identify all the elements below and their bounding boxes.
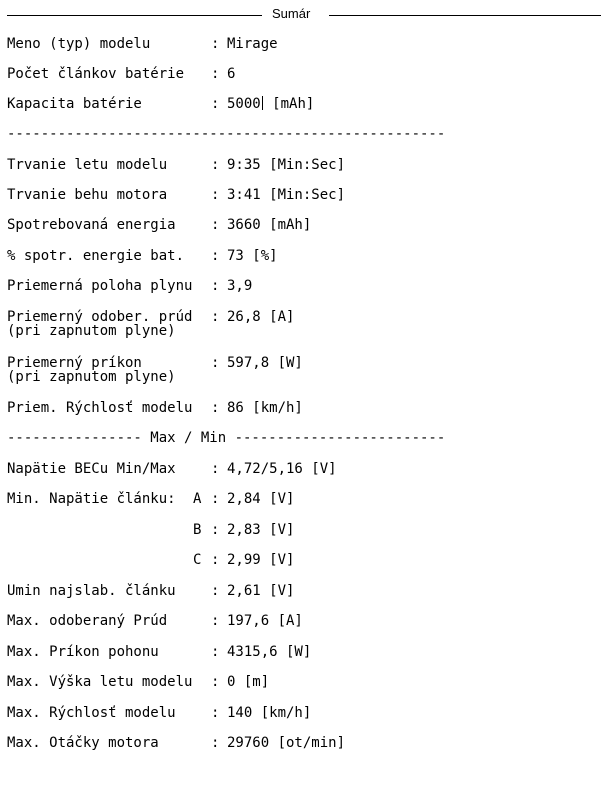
- row-cell-count: [7, 65, 236, 83]
- value-motor-time: 3:41 [Min:Sec]: [227, 187, 346, 203]
- label-max-rpm: Max. Otáčky motora: [7, 735, 159, 751]
- max-min-separator: ---------------- Max / Min -------------------------: [7, 430, 446, 446]
- value-throttle: 3,9: [227, 278, 253, 294]
- colon: :: [211, 705, 220, 721]
- label-capacity: Kapacita batérie: [7, 96, 142, 112]
- label-model-name: Meno (typ) modelu: [7, 36, 151, 52]
- value-energy-percent: 73 [%]: [227, 248, 278, 264]
- colon: :: [211, 187, 220, 203]
- colon: :: [211, 613, 220, 629]
- row-flight-time: [7, 156, 346, 174]
- row-motor-time: [7, 186, 346, 204]
- colon: :: [211, 674, 220, 690]
- label-motor-time: Trvanie behu motora: [7, 187, 168, 203]
- value-avg-speed: 86 [km/h]: [227, 400, 303, 416]
- row-max-altitude: [7, 673, 270, 691]
- label-flight-time: Trvanie letu modelu: [7, 157, 168, 173]
- value-energy: 3660 [mAh]: [227, 217, 312, 233]
- label-energy-percent: % spotr. energie bat.: [7, 248, 185, 264]
- row-max-current: [7, 612, 303, 630]
- value-avg-current: 26,8 [A]: [227, 309, 295, 325]
- colon: :: [211, 309, 220, 325]
- value-cell-a: 2,84 [V]: [227, 491, 295, 507]
- separator-line: ----------------------------------------------------: [7, 126, 446, 142]
- header-line-right: [329, 15, 601, 16]
- value-flight-time: 9:35 [Min:Sec]: [227, 157, 346, 173]
- label-umin: Umin najslab. článku: [7, 583, 176, 599]
- label-avg-power: Priemerný príkon: [7, 355, 142, 371]
- row-becu-voltage: [7, 460, 337, 478]
- colon: :: [211, 735, 220, 751]
- row-max-power: [7, 643, 312, 661]
- colon: :: [211, 400, 220, 416]
- colon: :: [211, 157, 220, 173]
- summary-title: Sumár: [272, 6, 311, 21]
- row-cell-min-b: [7, 521, 295, 539]
- cell-letter-c: C: [193, 552, 202, 568]
- label-becu-voltage: Napätie BECu Min/Max: [7, 461, 176, 477]
- row-energy-percent: [7, 247, 278, 265]
- colon: :: [211, 96, 220, 112]
- sublabel-avg-current: (pri zapnutom plyne): [7, 323, 176, 339]
- cell-letter-b: B: [193, 522, 202, 538]
- cell-letter-a: A: [193, 491, 202, 507]
- row-avg-speed: [7, 399, 303, 417]
- colon: :: [211, 583, 220, 599]
- row-capacity: [7, 95, 315, 113]
- row-umin: [7, 582, 295, 600]
- colon: :: [211, 66, 220, 82]
- row-avg-current: [7, 308, 295, 339]
- colon: :: [211, 644, 220, 660]
- label-cell-count: Počet článkov batérie: [7, 66, 185, 82]
- colon: :: [211, 36, 220, 52]
- value-max-speed: 140 [km/h]: [227, 705, 312, 721]
- value-max-altitude: 0 [m]: [227, 674, 270, 690]
- value-max-rpm: 29760 [ot/min]: [227, 735, 346, 751]
- label-avg-current: Priemerný odober. prúd: [7, 309, 193, 325]
- colon: :: [211, 461, 220, 477]
- value-umin: 2,61 [V]: [227, 583, 295, 599]
- capacity-field[interactable]: [227, 95, 314, 113]
- row-cell-min-c: [7, 551, 295, 569]
- colon: :: [211, 248, 220, 264]
- value-max-current: 197,6 [A]: [227, 613, 303, 629]
- colon: :: [211, 355, 220, 371]
- summary-group-header: [7, 4, 599, 24]
- text-cursor: [262, 96, 263, 110]
- row-avg-power: [7, 354, 303, 385]
- header-line-left: [7, 15, 262, 16]
- row-cell-min-a: [7, 490, 295, 508]
- row-max-rpm: [7, 734, 346, 752]
- value-model-name: Mirage: [227, 36, 278, 52]
- value-cell-c: 2,99 [V]: [227, 552, 295, 568]
- capacity-input-value[interactable]: 5000: [227, 96, 261, 112]
- label-max-power: Max. Príkon pohonu: [7, 644, 159, 660]
- colon: :: [211, 552, 220, 568]
- row-throttle: [7, 277, 253, 295]
- value-cell-b: 2,83 [V]: [227, 522, 295, 538]
- sublabel-avg-power: (pri zapnutom plyne): [7, 369, 176, 385]
- row-energy: [7, 216, 312, 234]
- label-cell-min: Min. Napätie článku:: [7, 491, 176, 507]
- colon: :: [211, 278, 220, 294]
- row-model-name: [7, 35, 278, 53]
- value-avg-power: 597,8 [W]: [227, 355, 303, 371]
- label-throttle: Priemerná poloha plynu: [7, 278, 193, 294]
- colon: :: [211, 491, 220, 507]
- row-max-speed: [7, 704, 312, 722]
- label-energy: Spotrebovaná energia: [7, 217, 176, 233]
- label-avg-speed: Priem. Rýchlosť modelu: [7, 400, 193, 416]
- colon: :: [211, 522, 220, 538]
- value-cell-count: 6: [227, 66, 236, 82]
- capacity-unit: [mAh]: [272, 96, 315, 112]
- colon: :: [211, 217, 220, 233]
- label-max-speed: Max. Rýchlosť modelu: [7, 705, 176, 721]
- value-max-power: 4315,6 [W]: [227, 644, 312, 660]
- label-max-current: Max. odoberaný Prúd: [7, 613, 168, 629]
- label-max-altitude: Max. Výška letu modelu: [7, 674, 193, 690]
- value-becu-voltage: 4,72/5,16 [V]: [227, 461, 337, 477]
